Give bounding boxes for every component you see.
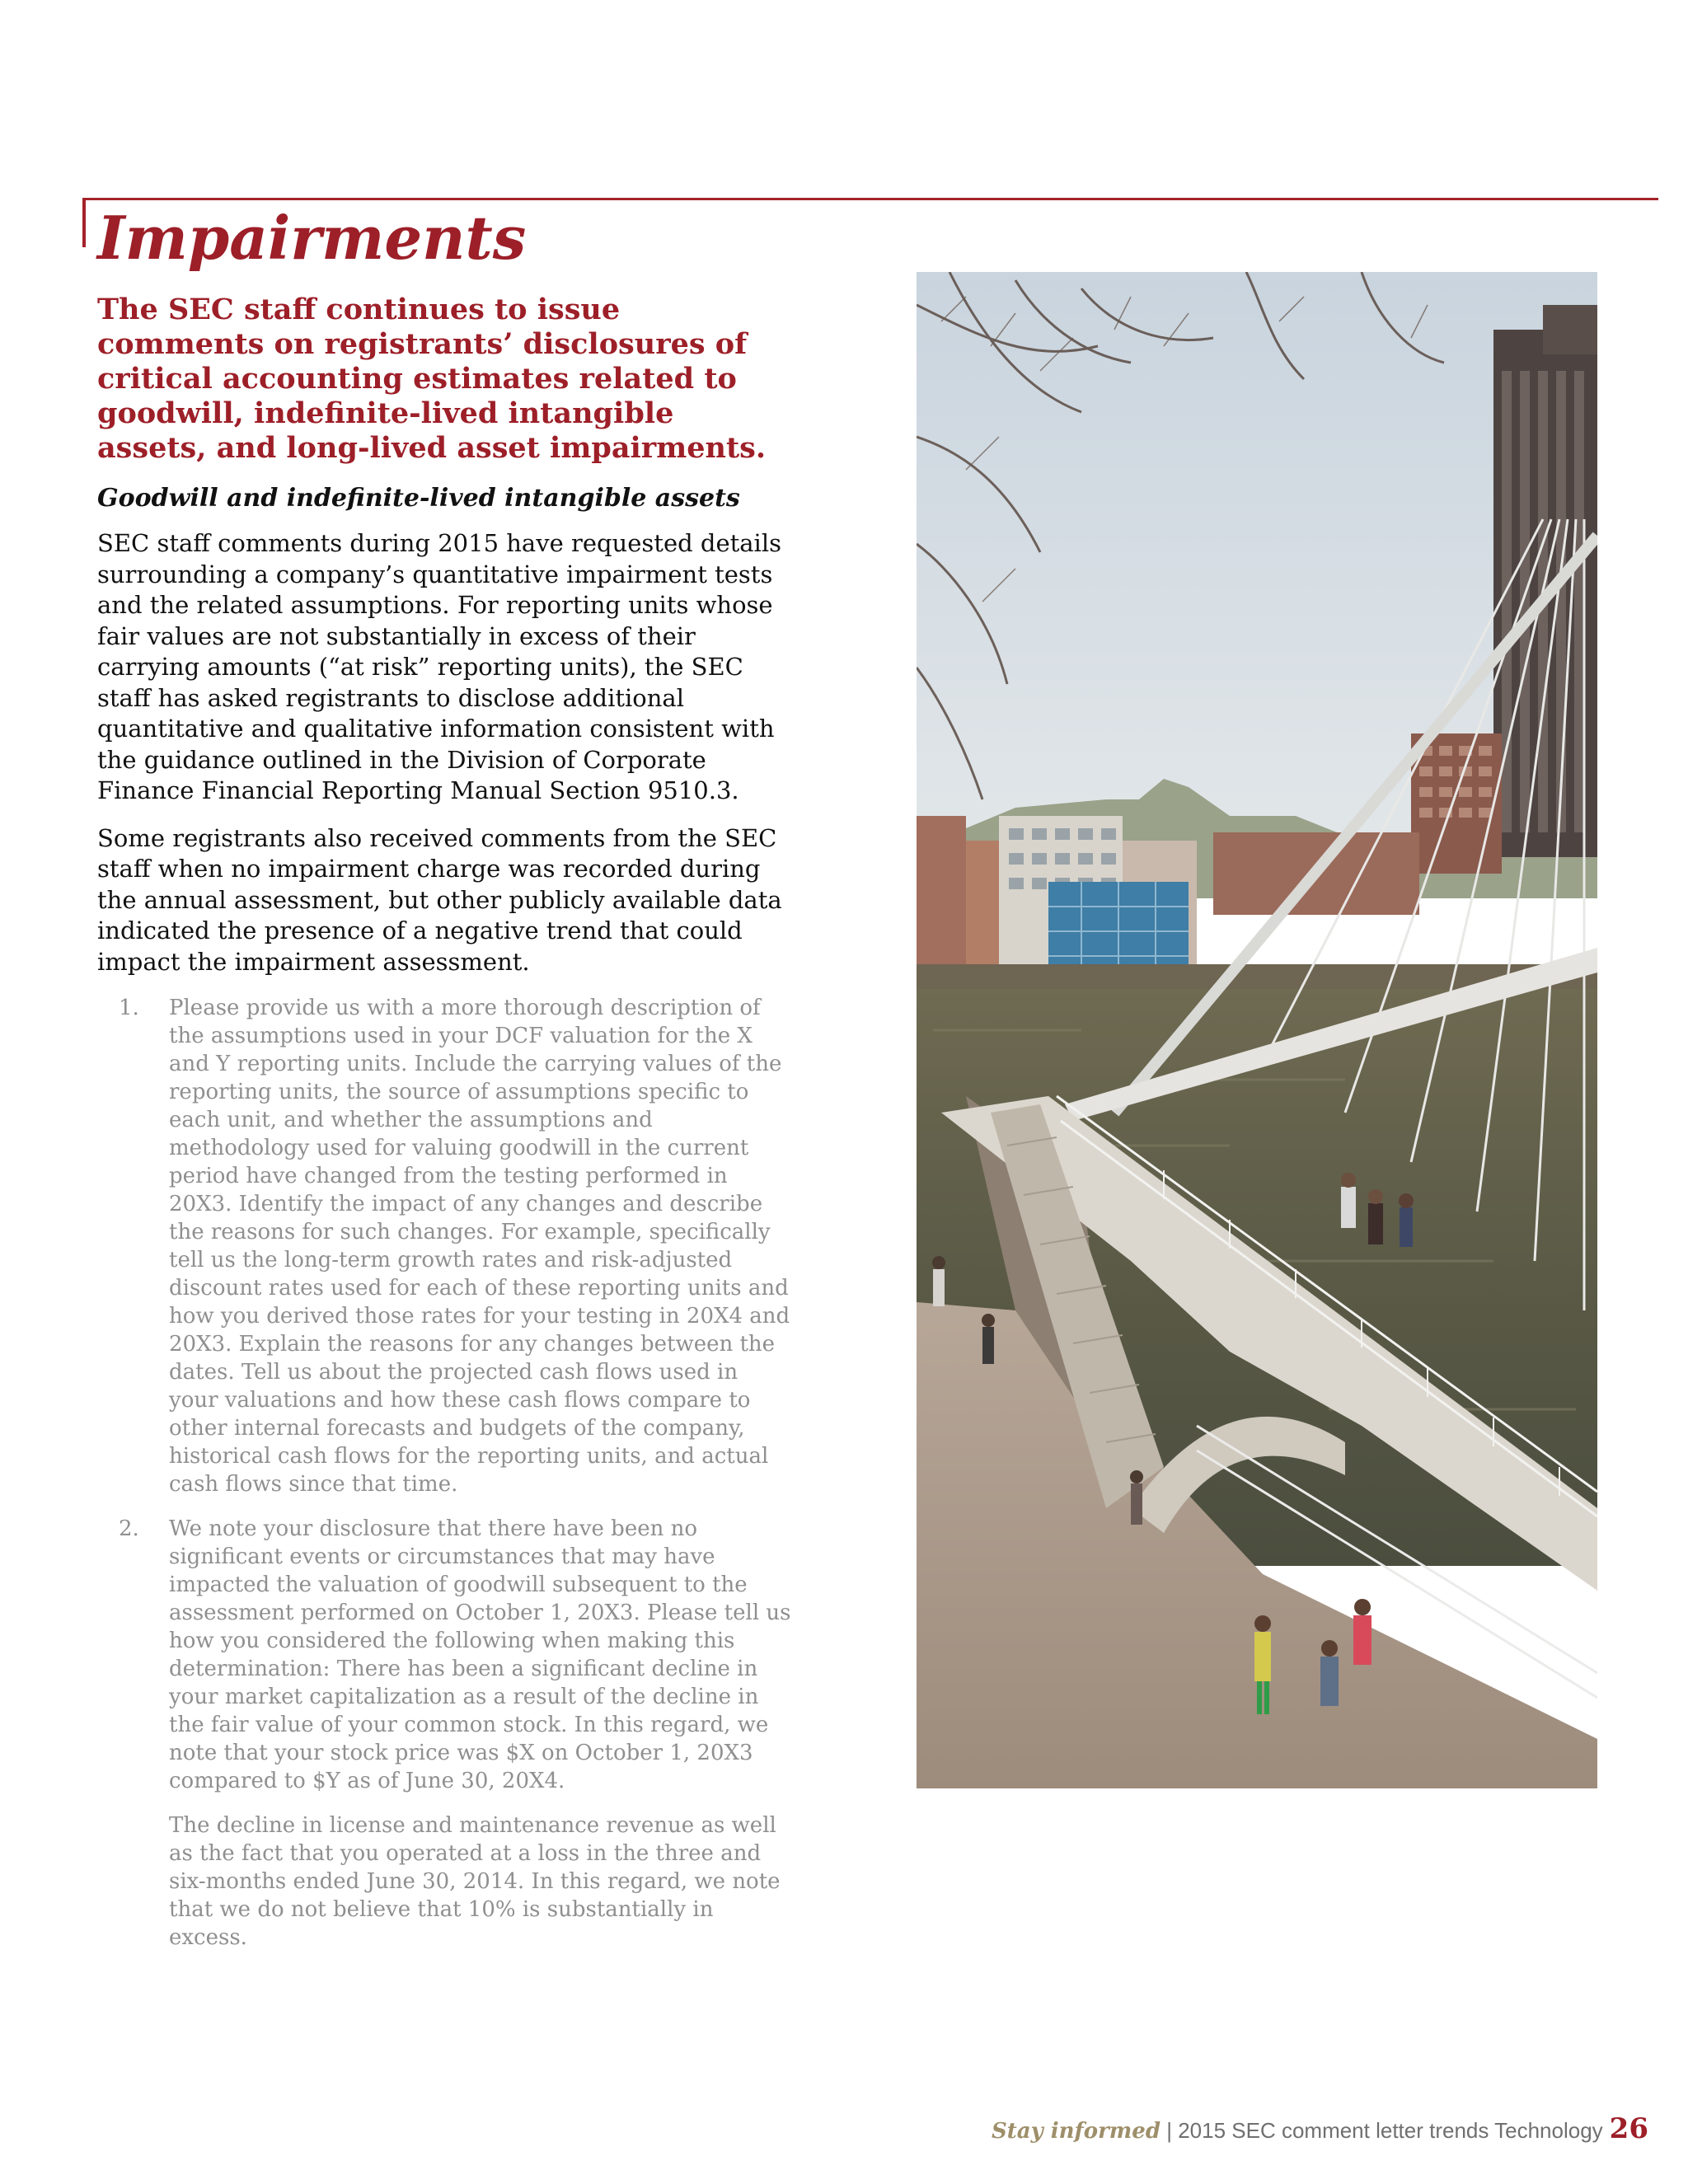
body-paragraph: Some registrants also received comments from the SEC staff when no impairment charge was recorded during the annual assessment, but other publicly available data indicated the presence of a negative trend that could impact the impairment assessment. xyxy=(97,823,782,976)
comment-number: 2. xyxy=(119,1516,139,1541)
comment-number: 1. xyxy=(119,996,139,1020)
footer-publication: 2015 SEC comment letter trends Technology xyxy=(1178,2118,1603,2143)
comment-text: We note your disclosure that there have been no significant events or circumstances that may have impacted the valuation of goodwill subsequent to the assessment performed on October 1, 20X3. Please tell us how you considered the following when making this determination: There has been a significant decline in your market capitalization as a result of the decline in the fair value of your common stock. In this regard, we note that your stock price was $X on October 1, 20X3 compared to $Y as of June 30, 20X4. xyxy=(169,1516,791,1793)
sample-comments-list xyxy=(97,994,791,1795)
comment-item xyxy=(97,994,791,1498)
comment-text: Please provide us with a more thorough description of the assumptions used in your DCF valuation for the X and Y reporting units. Include the carrying values of the reporting units, the source of assumptions specific to each unit, and whether the assumptions and methodology used for valuing goodwill in the current period have changed from the testing performed in 20X3. Identify the impact of any changes and describe the reasons for such changes. For example, specifically tell us the long-term growth rates and risk-adjusted discount rates used for each of these reporting units and how you derived those rates for your testing in 20X4 and 20X3. Explain the reasons for any changes between the dates. Tell us about the projected cash flows used in your valuations and how these cash flows compare to other internal forecasts and budgets of the company, historical cash flows for the reporting units, and actual cash flows since that time. xyxy=(169,996,790,1497)
comment-item xyxy=(97,1515,791,1795)
header-rule-tick xyxy=(82,198,86,247)
footer-stay-informed: Stay informed xyxy=(991,2119,1160,2144)
lead-paragraph: The SEC staff continues to issue comments on registrants’ disclosures of critical accounting estimates related to goodwill, indefinite-lived intangible assets, and long-lived asset impairments. xyxy=(97,293,767,465)
page-number: 26 xyxy=(1609,2112,1648,2145)
bridge-photo xyxy=(917,272,1597,1788)
page-title: Impairments xyxy=(97,203,527,273)
comment-continuation: The decline in license and maintenance revenue as well as the fact that you operated at a loss in the three and six-months ended June 30, 2014. In this regard, we note that we do not believe that 10% is substantially in excess. xyxy=(169,1813,781,1950)
section-subheading: Goodwill and indefinite-lived intangible assets xyxy=(97,484,740,513)
body-paragraph: SEC staff comments during 2015 have requested details surrounding a company’s quantitative impairment tests and the related assumptions. For reporting units whose fair values are not substantially in excess of their carrying amounts (“at risk” reporting units), the SEC staff has asked registrants to disclose additional quantitative and qualitative information consistent with the guidance outlined in the Division of Corporate Finance Financial Reporting Manual Section 9510.3. xyxy=(97,529,781,804)
footer-separator: | xyxy=(1160,2118,1179,2143)
main-column xyxy=(97,293,791,1952)
page-footer xyxy=(992,2114,1648,2146)
